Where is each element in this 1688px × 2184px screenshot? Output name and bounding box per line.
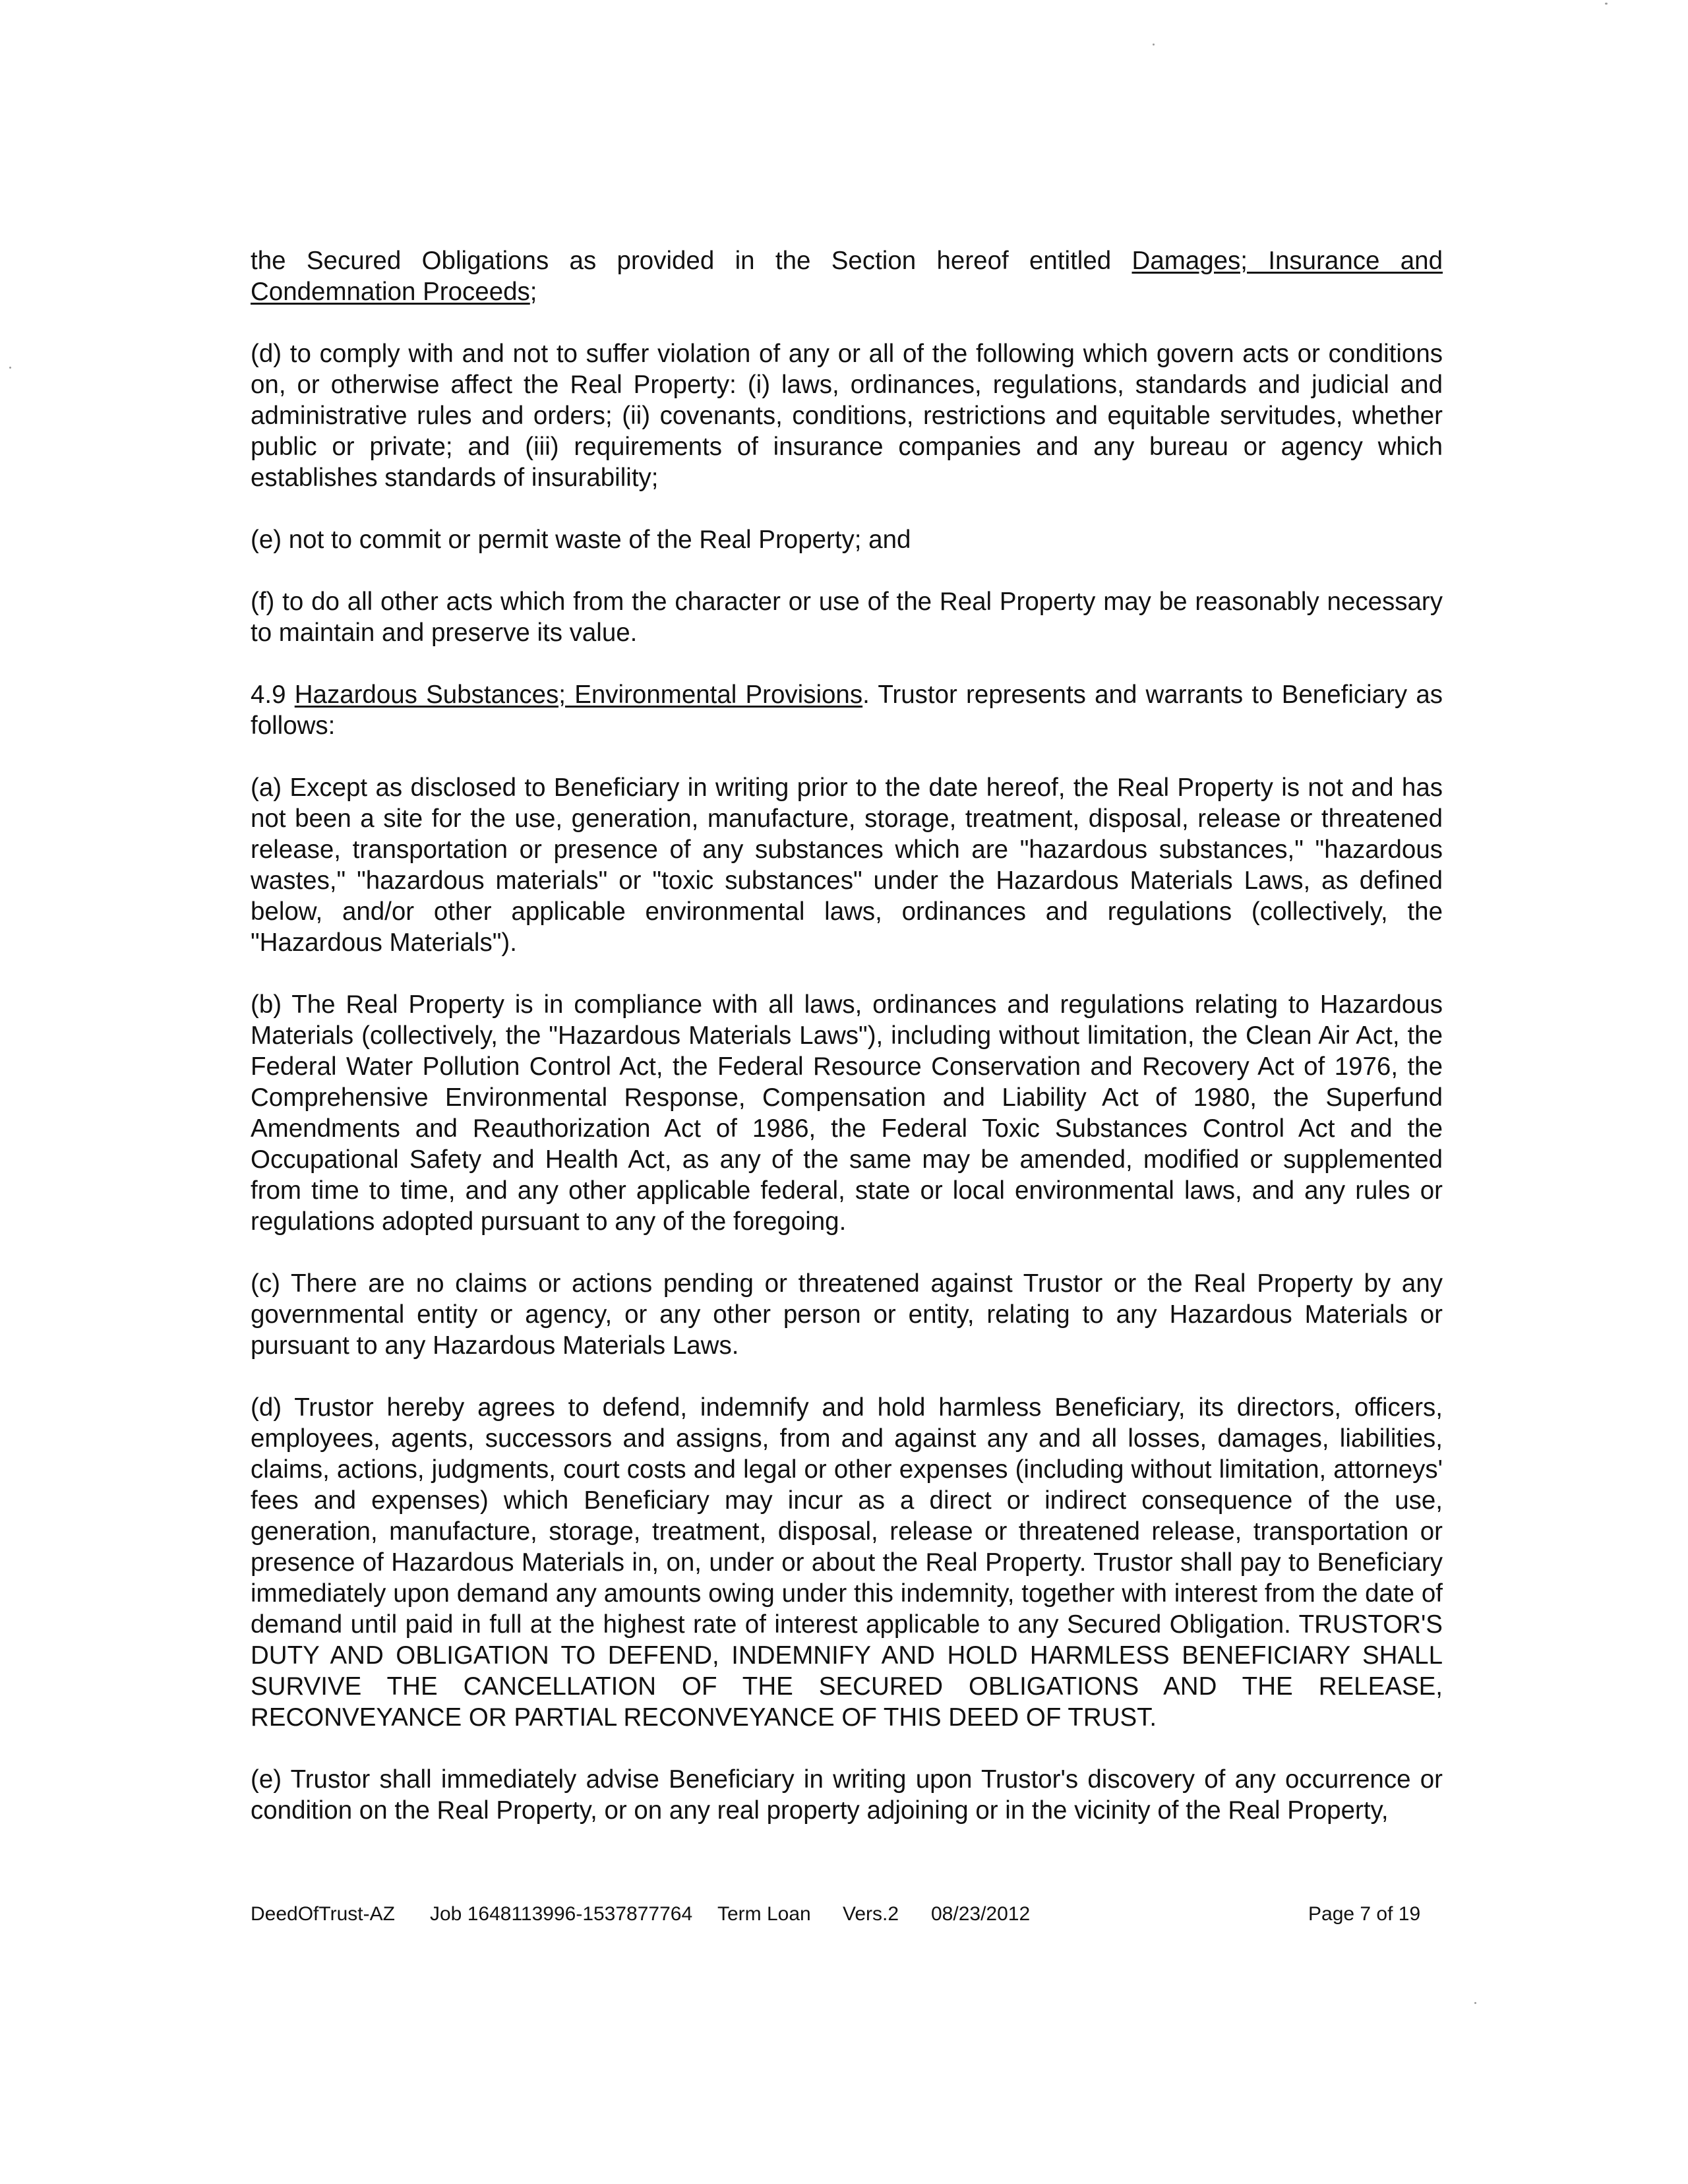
- hazard-paragraph-c: (c) There are no claims or actions pending or threatened against Trustor or the Real Property by any governmental entity or agency, or any other person or entity, relating to any Hazardous Materials or pursuant to any Hazardous Materials Laws.: [251, 1269, 1443, 1360]
- scan-speck: [9, 367, 11, 369]
- section-4-9: [251, 679, 1443, 741]
- footer-version: Vers.2: [843, 1903, 899, 1925]
- hazard-paragraph-a: (a) Except as disclosed to Beneficiary in writing prior to the date hereof, the Real Property is not and has not been a site for the use, generation, manufacture, storage, treatment, disposal, release or threatened release, transportation or presence of any substances which are "hazardous substances," "hazardous wastes," "hazardous materials" or "toxic substances" under the Hazardous Materials Laws, as defined below, and/or other applicable environmental laws, ordinances and regulations (collectively, the "Hazardous Materials").: [251, 774, 1443, 957]
- section-intro-text: . Trustor represents and warrants to Beneficiary as follows:: [251, 681, 1443, 740]
- scan-speck: [1153, 44, 1155, 46]
- scan-speck: [1605, 3, 1608, 5]
- section-reference-damages: Damages; Insurance and Condemnation Proceeds: [251, 247, 1443, 306]
- hazard-paragraph-e: (e) Trustor shall immediately advise Beneficiary in writing upon Trustor's discovery of any occurrence or condition on the Real Property, or on any real property adjoining or in the vicinity of the Real Property,: [251, 1765, 1443, 1825]
- paragraph-c-end: ;: [529, 278, 537, 306]
- footer-date: 08/23/2012: [931, 1903, 1031, 1925]
- scan-speck: [1474, 2002, 1476, 2004]
- paragraph-e: (e) not to commit or permit waste of the Real Property; and: [251, 526, 911, 554]
- footer-form-name: DeedOfTrust-AZ: [251, 1903, 395, 1925]
- paragraph-c-text: the Secured Obligations as provided in the Section hereof entitled: [251, 247, 1132, 275]
- footer-loan-type: Term Loan: [717, 1903, 811, 1925]
- hazard-paragraph-b: (b) The Real Property is in compliance with all laws, ordinances and regulations relating to Hazardous Materials (collectively, the "Hazardous Materials Laws"), including without limitation, the Clean Air Act, the Federal Water Pollution Control Act, the Federal Resource Conservation and Recovery Act of 1976, the Comprehensive Environmental Response, Compensation and Liability Act of 1980, the Superfund Amendments and Reauthorization Act of 1986, the Federal Toxic Substances Control Act and the Occupational Safety and Health Act, as any of the same may be amended, modified or supplemented from time to time, and any other applicable federal, state or local environmental laws, and any rules or regulations adopted pursuant to any of the foregoing.: [251, 990, 1443, 1236]
- paragraph-c-continued: [251, 245, 1443, 307]
- document-body: [251, 245, 1443, 1857]
- section-heading: Hazardous Substances; Environmental Provisions: [294, 681, 863, 709]
- footer-job-number: Job 1648113996-1537877764: [430, 1903, 693, 1925]
- hazard-paragraph-d: (d) Trustor hereby agrees to defend, indemnify and hold harmless Beneficiary, its directors, officers, employees, agents, successors and assigns, from and against any and all losses, damages, liabilities, claims, actions, judgments, court costs and legal or other expenses (including without limitation, attorneys' fees and expenses) which Beneficiary may incur as a direct or indirect consequence of the use, generation, manufacture, storage, treatment, disposal, release or threatened release, transportation or presence of Hazardous Materials in, on, under or about the Real Property. Trustor shall pay to Beneficiary immediately upon demand any amounts owing under this indemnity, together with interest from the date of demand until paid in full at the highest rate of interest applicable to any Secured Obligation. TRUSTOR'S DUTY AND OBLIGATION TO DEFEND, INDEMNIFY AND HOLD HARMLESS BENEFICIARY SHALL SURVIVE THE CANCELLATION OF THE SECURED OBLIGATIONS AND THE RELEASE, RECONVEYANCE OR PARTIAL RECONVEYANCE OF THIS DEED OF TRUST.: [251, 1393, 1443, 1732]
- paragraph-d: (d) to comply with and not to suffer violation of any or all of the following which govern acts or conditions on, or otherwise affect the Real Property: (i) laws, ordinances, regulations, standards and judicial and administrative rules and orders; (ii) covenants, conditions, restrictions and equitable servitudes, whether public or private; and (iii) requirements of insurance companies and any bureau or agency which establishes standards of insurability;: [251, 340, 1443, 492]
- paragraph-f: (f) to do all other acts which from the character or use of the Real Property may be reasonably necessary to maintain and preserve its value.: [251, 588, 1443, 647]
- footer-page-number: Page 7 of 19: [1308, 1903, 1421, 1925]
- section-number: 4.9: [251, 681, 295, 709]
- page-footer: [251, 1901, 1437, 1927]
